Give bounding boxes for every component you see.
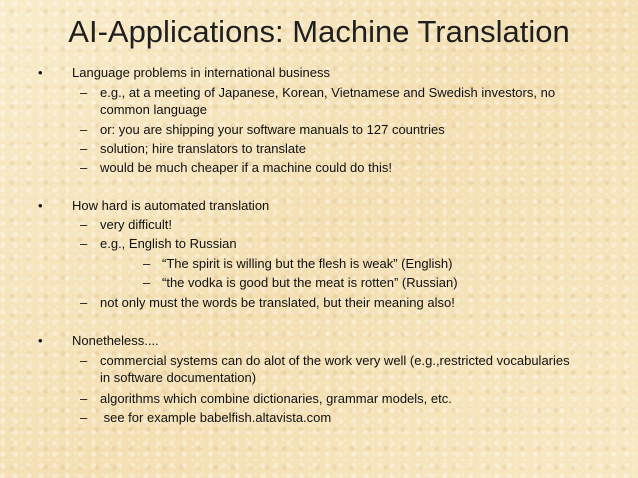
dash-icon: – bbox=[80, 141, 88, 156]
list-item: see for example babelfish.altavista.com bbox=[100, 410, 332, 425]
dash-icon: – bbox=[80, 236, 88, 251]
list-item: or: you are shipping your software manuals to 127 countries bbox=[100, 122, 445, 137]
dash-icon: – bbox=[80, 122, 88, 137]
bullet-icon: • bbox=[38, 333, 43, 348]
bullet-icon: • bbox=[38, 198, 43, 213]
list-item: e.g., at a meeting of Japanese, Korean, Vietnamese and Swedish investors, no bbox=[100, 85, 556, 100]
list-item: not only must the words be translated, but their meaning also! bbox=[100, 295, 455, 310]
list-item: algorithms which combine dictionaries, grammar models, etc. bbox=[100, 391, 452, 406]
list-item-continued: in software documentation) bbox=[100, 370, 257, 385]
dash-icon: – bbox=[143, 256, 151, 271]
list-item: would be much cheaper if a machine could do this! bbox=[100, 160, 392, 175]
dash-icon: – bbox=[80, 353, 88, 368]
dash-icon: – bbox=[143, 275, 151, 290]
section-heading: Language problems in international business bbox=[72, 65, 331, 80]
section-heading: Nonetheless.... bbox=[72, 333, 159, 348]
list-item: very difficult! bbox=[100, 217, 173, 232]
dash-icon: – bbox=[80, 160, 88, 175]
dash-icon: – bbox=[80, 391, 88, 406]
list-item-continued: common language bbox=[100, 102, 207, 117]
list-item: e.g., English to Russian bbox=[100, 236, 237, 251]
dash-icon: – bbox=[80, 410, 88, 425]
list-item: commercial systems can do alot of the work very well (e.g.,restricted vocabularies bbox=[100, 353, 570, 368]
dash-icon: – bbox=[80, 295, 88, 310]
sub-list-item: “The spirit is willing but the flesh is weak” (English) bbox=[162, 256, 453, 271]
sub-list-item: “the vodka is good but the meat is rotten” (Russian) bbox=[162, 275, 458, 290]
dash-icon: – bbox=[80, 217, 88, 232]
list-item: solution; hire translators to translate bbox=[100, 141, 306, 156]
section-heading: How hard is automated translation bbox=[72, 198, 270, 213]
bullet-icon: • bbox=[38, 65, 43, 80]
slide-title: AI-Applications: Machine Translation bbox=[68, 14, 570, 49]
dash-icon: – bbox=[80, 85, 88, 100]
